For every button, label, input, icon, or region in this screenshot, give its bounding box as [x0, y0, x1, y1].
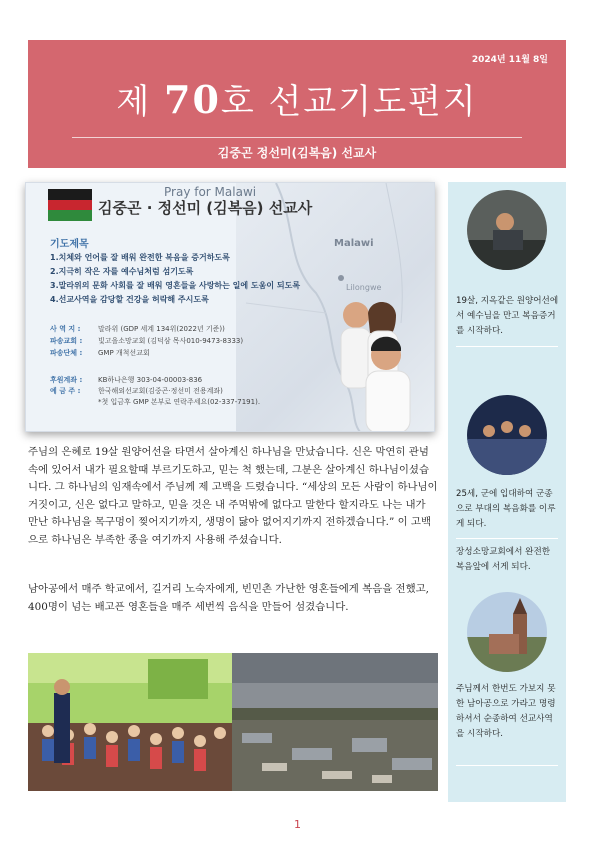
caption-divider: [456, 765, 558, 766]
info-row: [50, 323, 243, 335]
letter-header: [28, 40, 566, 168]
info-value: 빛고을소망교회 (김덕삼 목사010-9473-8333): [98, 337, 244, 345]
timeline-caption: 주님께서 한번도 가보지 못한 남아공으로 가라고 명령하셔서 순종하여 선교사역을 시작하다.: [456, 684, 556, 739]
map-city-label: Lilongwe: [346, 283, 382, 292]
flag-stripe-black: [48, 189, 92, 200]
flag-stripe-red: [48, 200, 92, 211]
info-key: 파송교회 :: [50, 337, 83, 345]
card-names: 김중곤 · 정선미 (김복음) 선교사: [98, 199, 313, 217]
timeline-caption: 19살, 지옥같은 원양어선에서 예수님을 만고 복음증거를 시작하다.: [456, 296, 559, 336]
prayer-item: 2.지극히 작은 자를 예수님처럼 섬기도록: [50, 267, 194, 276]
church-photo-art: [467, 592, 547, 672]
prayer-list: [50, 251, 300, 307]
prayer-item: 4.선교사역을 감당할 건강을 허락해 주시도록: [50, 295, 209, 304]
ministry-paragraph: 남아공에서 매주 학교에서, 길거리 노숙자에게, 빈민촌 가난한 영혼들에게 복음을 전했고, 400명이 넘는 배고픈 영혼들을 매주 세번씩 음식을 만들어 섬겼습니다.: [28, 583, 429, 613]
bank-value: 한국해외선교회(김중곤·정선미 전용계좌): [98, 387, 223, 395]
info-key: 파송단체 :: [50, 349, 83, 357]
prayer-card-image: [25, 182, 435, 432]
info-value: GMP 개척선교회: [98, 349, 150, 357]
bank-value: *첫 입금후 GMP 본부로 연락주세요(02-337-7191).: [98, 398, 261, 406]
title-suffix: 호 선교기도편지: [220, 82, 478, 122]
children-worship-photo: [28, 653, 232, 791]
info-row: [50, 347, 243, 359]
township-photo: [232, 653, 438, 791]
bank-row: [50, 375, 260, 386]
map-country-label: Malawi: [334, 238, 374, 249]
prayer-heading: 기도제목: [50, 239, 89, 250]
letter-date: 2024년 11월 8일: [471, 55, 548, 65]
soldiers-photo: [467, 395, 547, 475]
prayer-item: 1.치체와 언어를 잘 배워 완전한 복음을 증거하도록: [50, 253, 230, 262]
bank-row: [50, 397, 260, 408]
issue-number: 70: [164, 77, 221, 122]
sailor-photo: [467, 190, 547, 270]
children-photo-art: [28, 653, 232, 791]
title-prefix: 제: [116, 82, 165, 122]
letter-title: [28, 74, 566, 123]
page-number: 1: [294, 818, 301, 831]
malawi-flag: [48, 189, 92, 221]
bank-row: [50, 386, 260, 397]
sailor-photo-art: [467, 190, 547, 270]
soldiers-photo-art: [467, 395, 547, 475]
info-row: [50, 335, 243, 347]
timeline-sidebar: [448, 182, 566, 802]
testimony-paragraph: 주님의 은혜로 19살 원양어선을 타면서 살아계신 하나님을 만났습니다. 신은 막연히 관념속에 있어서 내가 필요할때 부르기도하고, 믿는 척 했는데, 그분은 살아계신 하나님이셨습니다. 그 하나님의 임재속에서 주님께 제 고백을 드렸습니다. “세상의 모든 사람이 하나님이 거짓이고, 신은 없다고 말하고, 믿을 것은 내 주먹밖에 없다고 말한다 할지라도 나는 내가 만난 하나님을 목구멍이 찢어지기까지, 생명이 닳아 없어지기까지 전하겠습니다.” 이 고백으로 하나님은 부족한 종을 여기까지 사용해 주셨습니다.: [28, 446, 438, 546]
caption-divider: [456, 346, 558, 347]
family-photo: [326, 293, 426, 432]
bank-info: [50, 375, 260, 408]
ministry-info: [50, 323, 243, 359]
caption-divider: [456, 538, 558, 539]
info-value: 말라위 (GDP 세계 134위(2022년 기준)): [98, 325, 225, 333]
bank-key: 후원계좌 :: [50, 376, 83, 384]
church-photo: [467, 592, 547, 672]
missionary-names: 김중곤 정선미(김복음) 선교사: [217, 146, 377, 160]
prayer-item: 3.말라위의 문화 사회를 잘 배워 영혼들을 사랑하는 일에 도움이 되도록: [50, 281, 301, 290]
bank-value: KB하나은행 303-04-00003-836: [98, 376, 203, 384]
timeline-caption: 25세, 군에 입대하여 군종으로 부대의 복음화를 이루게 되다.: [456, 489, 556, 529]
timeline-caption: 장성소망교회에서 완전한 복음앞에 서게 되다.: [456, 547, 551, 572]
pray-for-malawi: Pray for Malawi: [164, 185, 257, 199]
header-divider: [72, 137, 522, 138]
info-key: 사 역 지 :: [50, 325, 81, 333]
flag-stripe-green: [48, 210, 92, 221]
bank-key: 예 금 주 :: [50, 387, 81, 395]
township-photo-art: [232, 653, 438, 791]
